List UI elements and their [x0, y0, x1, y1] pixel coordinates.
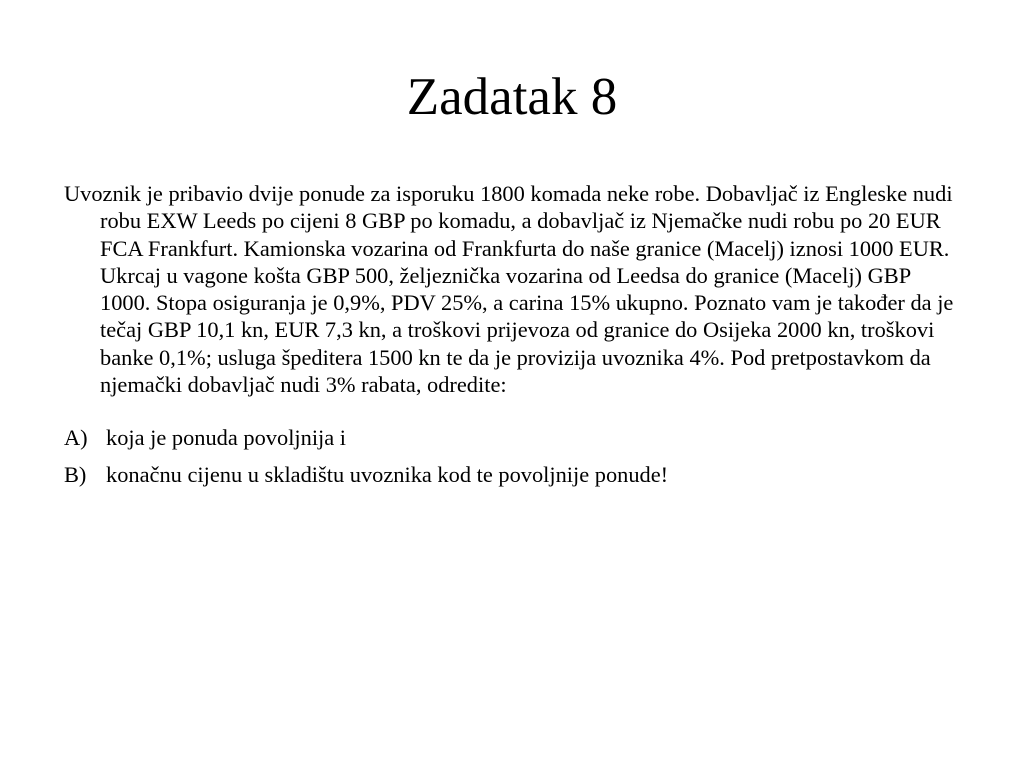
task-item-a: [64, 424, 964, 451]
task-item-a-marker: A): [64, 425, 88, 451]
slide-title: Zadatak 8: [406, 68, 618, 126]
task-list: [64, 424, 964, 488]
task-item-b-text: konačnu cijenu u skladištu uvoznika kod te povoljnije ponude!: [106, 461, 669, 487]
task-item-b: [64, 461, 964, 488]
problem-paragraph: Uvoznik je pribavio dvije ponude za isporuku 1800 komada neke robe. Dobavljač iz Engleske nudi robu EXW Leeds po cijeni 8 GBP po komadu, a dobavljač iz Njemačke nudi robu po 20 EUR FCA Frankfurt. Kamionska vozarina od Frankfurta do naše granice (Macelj) iznosi 1000 EUR. Ukrcaj u vagone košta GBP 500, željeznička vozarina od Leedsa do granice (Macelj) GBP 1000. Stopa osiguranja je 0,9%, PDV 25%, a carina 15% ukupno. Poznato vam je također da je tečaj GBP 10,1 kn, EUR 7,3 kn, a troškovi prijevoza od granice do Osijeka 2000 kn, troškovi banke 0,1%; usluga špeditera 1500 kn te da je provizija uvoznika 4%. Pod pretpostavkom da njemački dobavljač nudi 3% rabata, odredite:: [64, 181, 954, 398]
task-item-a-text: koja je ponuda povoljnija i: [106, 425, 347, 451]
slide-body: [64, 180, 964, 497]
task-item-b-marker: B): [64, 461, 87, 487]
